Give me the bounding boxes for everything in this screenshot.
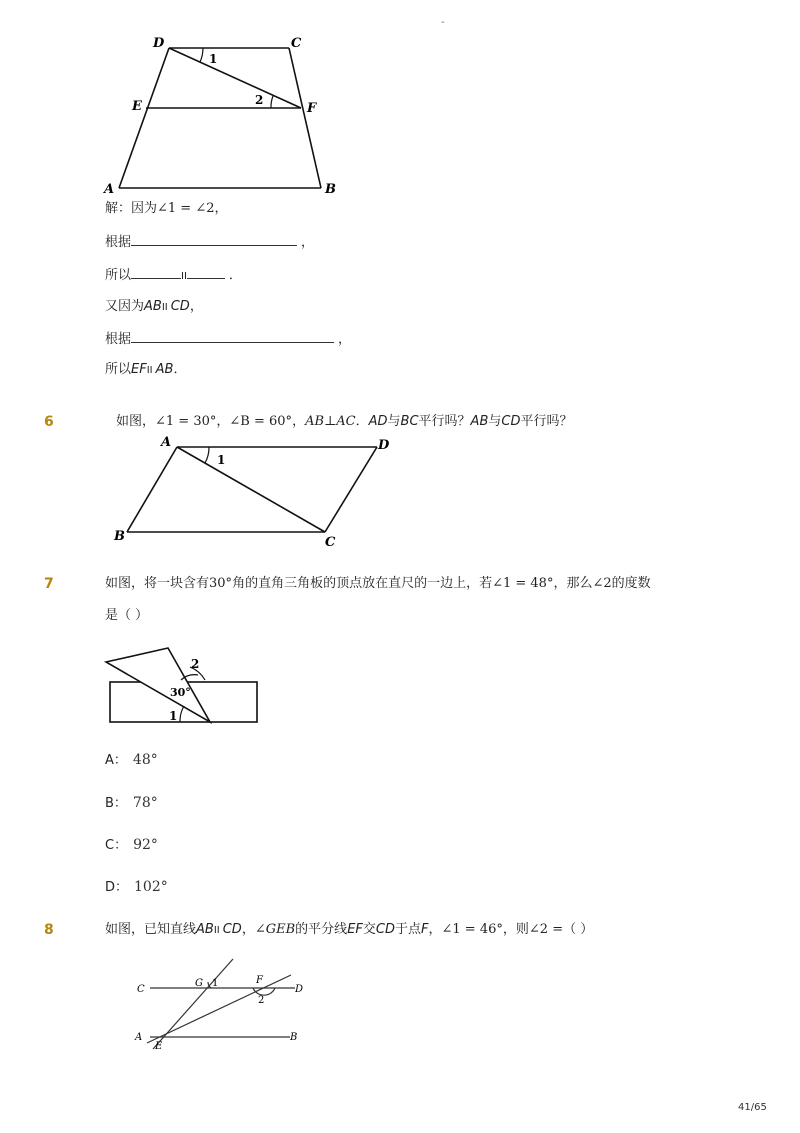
label-f: F	[307, 101, 317, 116]
label-e: E	[132, 99, 142, 114]
segment-df	[169, 48, 301, 108]
label-angle-1: 1	[209, 52, 218, 66]
solution-line-6: 所以EFII AB．	[105, 362, 187, 377]
label-angle-2: 2	[258, 995, 265, 1006]
label-c: C	[291, 36, 302, 51]
label-b: B	[290, 1032, 298, 1043]
label-d: D	[295, 984, 304, 995]
label-a: A	[104, 182, 115, 197]
triangle-ruler-figure	[100, 640, 270, 730]
option-b[interactable]: B： 78°	[105, 795, 158, 811]
page-number: 41/65	[738, 1102, 767, 1113]
angle-1-arc	[180, 706, 184, 722]
question-6-text: 如图，∠1 = 30°，∠B = 60°，AB⊥AC．AD与BC平行吗？AB与CD平行吗？	[116, 414, 573, 429]
segment-ab	[127, 447, 177, 532]
label-d: D	[153, 36, 165, 51]
label-f: F	[256, 975, 263, 986]
line-ef	[147, 975, 291, 1043]
label-b: B	[325, 182, 336, 197]
label-a: A	[161, 435, 172, 450]
question-8-number: 8	[44, 922, 54, 938]
solution-line-2: 根据 ，	[105, 235, 315, 250]
solution-line-5: 根据 ，	[105, 332, 352, 347]
label-angle-2: 2	[255, 93, 264, 107]
trapezoid-figure	[95, 30, 355, 200]
parallelogram-figure	[105, 432, 405, 552]
angle-1-arc	[205, 447, 209, 463]
answer-blank[interactable]	[131, 233, 297, 246]
label-angle-1: 1	[169, 709, 178, 723]
question-7-text: 如图，将一块含有30°角的直角三角板的顶点放在直尺的一边上，若∠1 = 48°，那么∠2的度数	[105, 576, 651, 591]
label-a: A	[135, 1032, 143, 1043]
question-8-text: 如图，已知直线ABII CD，∠GEB的平分线EF交CD于点F，∠1 = 46°，则∠2 =（ ）	[105, 922, 594, 937]
label-c: C	[325, 535, 336, 550]
label-d: D	[378, 438, 390, 453]
label-g: G	[195, 978, 203, 989]
angle-1-arc	[200, 48, 203, 62]
question-6-number: 6	[44, 414, 54, 430]
label-c: C	[137, 984, 145, 995]
line-eg	[153, 959, 233, 1049]
label-e: E	[155, 1041, 163, 1052]
label-angle-30: 30°	[170, 686, 191, 699]
top-mark: -	[441, 17, 445, 28]
segment-cb	[289, 48, 321, 188]
option-c[interactable]: C： 92°	[105, 837, 158, 853]
solution-line-3: 所以 II ．	[105, 268, 242, 283]
segment-ac	[177, 447, 325, 532]
answer-blank[interactable]	[131, 330, 334, 343]
segment-da	[119, 48, 169, 188]
question-7-text-line-2: 是（ ）	[105, 608, 149, 623]
label-angle-1: 1	[212, 978, 219, 989]
answer-blank[interactable]	[187, 266, 225, 279]
label-angle-1: 1	[217, 453, 226, 467]
label-b: B	[114, 529, 125, 544]
option-d[interactable]: D： 102°	[105, 879, 168, 895]
parallel-lines-figure	[125, 955, 315, 1055]
solution-line-1: 解：因为∠1 = ∠2，	[105, 201, 228, 216]
label-angle-2: 2	[191, 657, 200, 671]
question-7-number: 7	[44, 576, 54, 592]
option-a[interactable]: A： 48°	[105, 752, 158, 768]
solution-line-4: 又因为ABII CD，	[105, 299, 203, 314]
answer-blank[interactable]	[131, 266, 181, 279]
angle-2-arc	[271, 96, 273, 108]
segment-dc	[325, 447, 377, 532]
